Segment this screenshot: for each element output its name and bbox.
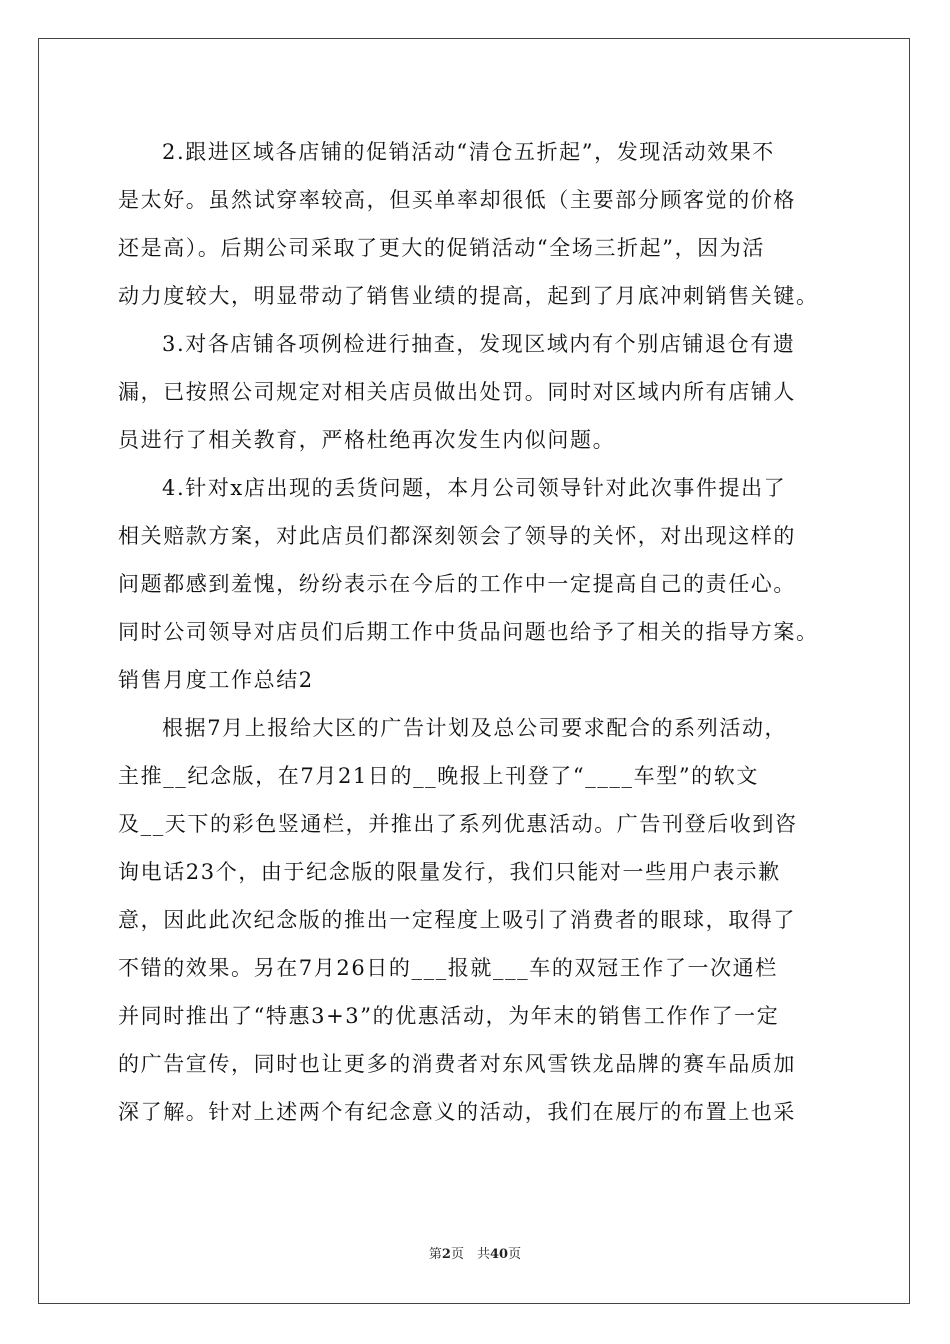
paragraph-line: 同时公司领导对店员们后期工作中货品问题也给予了相关的指导方案。 [118,620,819,644]
paragraph-line: 问题都感到羞愧，纷纷表示在今后的工作中一定提高自己的责任心。 [118,572,796,596]
paragraph-line: 及__天下的彩色竖通栏，并推出了系列优惠活动。广告刊登后收到咨 [118,812,798,836]
paragraph-line: 并同时推出了“特惠3+3”的优惠活动，为年末的销售工作作了一定 [118,1004,780,1028]
page-prefix: 第 [428,1247,442,1262]
paragraph-line: 相关赔款方案，对此店员们都深刻领会了领导的关怀，对出现这样的 [118,524,796,548]
section-heading: 销售月度工作总结2 [118,668,314,692]
paragraph-line: 询电话23个，由于纪念版的限量发行，我们只能对一些用户表示歉 [118,860,781,884]
paragraph-line: 员进行了相关教育，严格杜绝再次发生内似问题。 [118,428,616,452]
paragraph-line: 4.针对x店出现的丢货问题，本月公司领导针对此次事件提出了 [162,476,787,500]
paragraph-line: 深了解。针对上述两个有纪念意义的活动，我们在展厅的布置上也采 [118,1100,796,1124]
paragraph-line: 动力度较大，明显带动了销售业绩的提高，起到了月底冲刺销售关键。 [118,284,819,308]
page-mid: 页 共 [450,1247,490,1262]
paragraph-line: 还是高）。后期公司采取了更大的促销活动“全场三折起”，因为活 [118,236,765,260]
paragraph-line: 根据7月上报给大区的广告计划及总公司要求配合的系列活动， [162,716,788,740]
page-suffix: 页 [508,1247,522,1262]
paragraph-line: 漏，已按照公司规定对相关店员做出处罚。同时对区域内所有店铺人 [118,380,796,404]
page-footer [0,1243,950,1262]
paragraph-line: 的广告宣传，同时也让更多的消费者对东风雪铁龙品牌的赛车品质加 [118,1052,796,1076]
paragraph-line: 不错的效果。另在7月26日的___报就___车的双冠王作了一次通栏 [118,956,778,980]
page-total-number: 40 [489,1247,509,1262]
paragraph-line: 2.跟进区域各店铺的促销活动“清仓五折起”，发现活动效果不 [162,140,775,164]
paragraph-line: 主推__纪念版，在7月21日的__晚报上刊登了“____车型”的软文 [118,764,759,788]
paragraph-line: 意，因此此次纪念版的推出一定程度上吸引了消费者的眼球，取得了 [118,908,796,932]
page-current-number: 2 [441,1247,451,1262]
document-body [118,128,836,1136]
paragraph-line: 是太好。虽然试穿率较高，但买单率却很低（主要部分顾客觉的价格 [118,188,796,212]
paragraph-line: 3.对各店铺各项例检进行抽查，发现区域内有个别店铺退仓有遗 [162,332,796,356]
